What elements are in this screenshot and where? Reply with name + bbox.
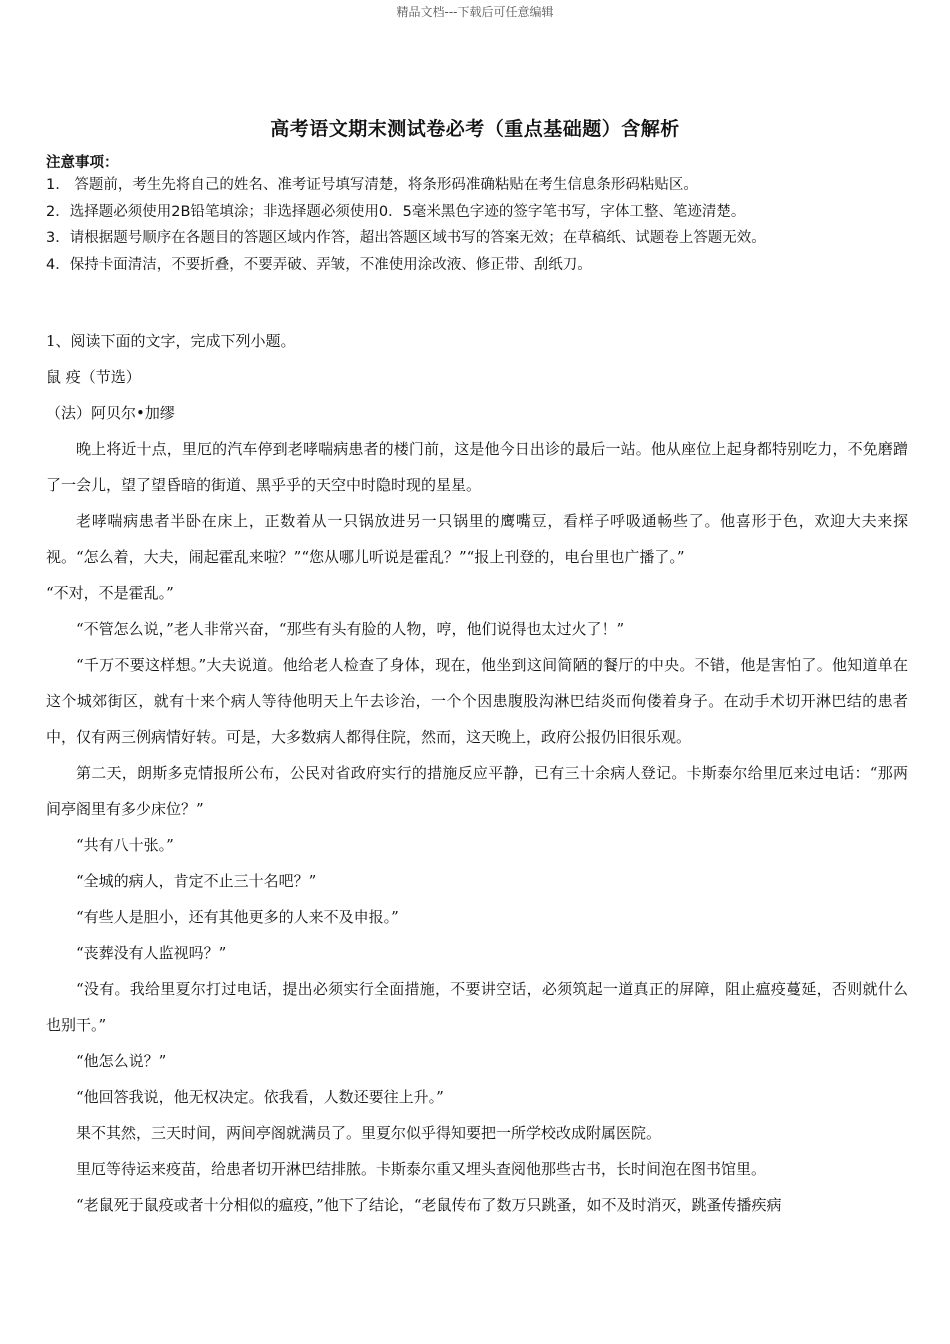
passage-paragraph: “千万不要这样想。”大夫说道。他给老人检查了身体，现在，他坐到这间简陋的餐厅的中央。不错，他是害怕了。他知道单在这个城郊街区，就有十来个病人等待他明天上午去诊治，一个个因患腹股沟淋巴结炎而佝偻着身子。在动手术切开淋巴结的患者中，仅有两三例病情好转。可是，大多数病人都得住院，然而，这天晚上，政府公报仍旧很乐观。	[46, 656, 908, 746]
notice-item: 1. 答题前，考生先将自己的姓名、准考证号填写清楚，将条形码准确粘贴在考生信息条形码粘贴区。	[46, 177, 698, 193]
passage-paragraph: “共有八十张。”	[76, 836, 174, 854]
notice-section	[46, 154, 926, 278]
document-title: 高考语文期末测试卷必考（重点基础题）含解析	[270, 118, 680, 140]
passage-paragraph: “老鼠死于鼠疫或者十分相似的瘟疫，”他下了结论，“老鼠传布了数万只跳蚤，如不及时消灭，跳蚤传播疾病	[76, 1196, 782, 1214]
passage-author: （法）阿贝尔•加缪	[46, 404, 175, 422]
notice-item: 2．选择题必须使用2B铅笔填涂；非选择题必须使用0．5毫米黑色字迹的签字笔书写，字体工整、笔迹清楚。	[46, 203, 746, 220]
passage-paragraph: “丧葬没有人监视吗？”	[76, 944, 227, 962]
passage-paragraph: 第二天，朗斯多克情报所公布，公民对省政府实行的措施反应平静，已有三十余病人登记。卡斯泰尔给里厄来过电话：“那两间亭阁里有多少床位？”	[46, 764, 908, 818]
passage-paragraph: “不管怎么说，”老人非常兴奋，“那些有头有脸的人物，哼，他们说得也太过火了！”	[76, 620, 625, 638]
notice-heading: 注意事项：	[46, 155, 119, 171]
passage-paragraph: “不对，不是霍乱。”	[46, 584, 174, 602]
passage-paragraph: 里厄等待运来疫苗，给患者切开淋巴结排脓。卡斯泰尔重又埋头查阅他那些古书，长时间泡在图书馆里。	[76, 1160, 767, 1178]
passage-paragraph: “他回答我说，他无权决定。依我看，人数还要往上升。”	[76, 1088, 444, 1106]
page-header-watermark: 精品文档---下载后可任意编辑	[396, 5, 554, 19]
passage-paragraph: “他怎么说？”	[76, 1052, 167, 1070]
question-prompt: 1、阅读下面的文字，完成下列小题。	[46, 332, 296, 350]
passage-paragraph: “没有。我给里夏尔打过电话，提出必须实行全面措施，不要讲空话，必须筑起一道真正的屏障，阻止瘟疫蔓延，否则就什么也别干。”	[46, 980, 908, 1034]
passage-title: 鼠 疫（节选）	[46, 368, 141, 386]
passage-paragraph: “有些人是胆小，还有其他更多的人来不及申报。”	[76, 908, 399, 926]
notice-item: 4．保持卡面清洁，不要折叠，不要弄破、弄皱，不准使用涂改液、修正带、刮纸刀。	[46, 256, 592, 273]
notice-item: 3．请根据题号顺序在各题目的答题区域内作答，超出答题区域书写的答案无效；在草稿纸、试题卷上答题无效。	[46, 230, 766, 246]
question-body	[46, 323, 908, 1223]
passage-paragraph: 晚上将近十点，里厄的汽车停到老哮喘病患者的楼门前，这是他今日出诊的最后一站。他从座位上起身都特别吃力，不免磨蹭了一会儿，望了望昏暗的街道、黑乎乎的天空中时隐时现的星星。	[46, 440, 908, 494]
passage-paragraph: 果不其然，三天时间，两间亭阁就满员了。里夏尔似乎得知要把一所学校改成附属医院。	[76, 1124, 662, 1142]
passage-paragraph: “全城的病人，肯定不止三十名吧？”	[76, 872, 317, 890]
passage-paragraph: 老哮喘病患者半卧在床上，正数着从一只锅放进另一只锅里的鹰嘴豆，看样子呼吸通畅些了。他喜形于色，欢迎大夫来探视。“怎么着，大夫，闹起霍乱来啦？”“您从哪儿听说是霍乱？”“报上刊登的，电台里也广播了。”	[46, 512, 908, 566]
